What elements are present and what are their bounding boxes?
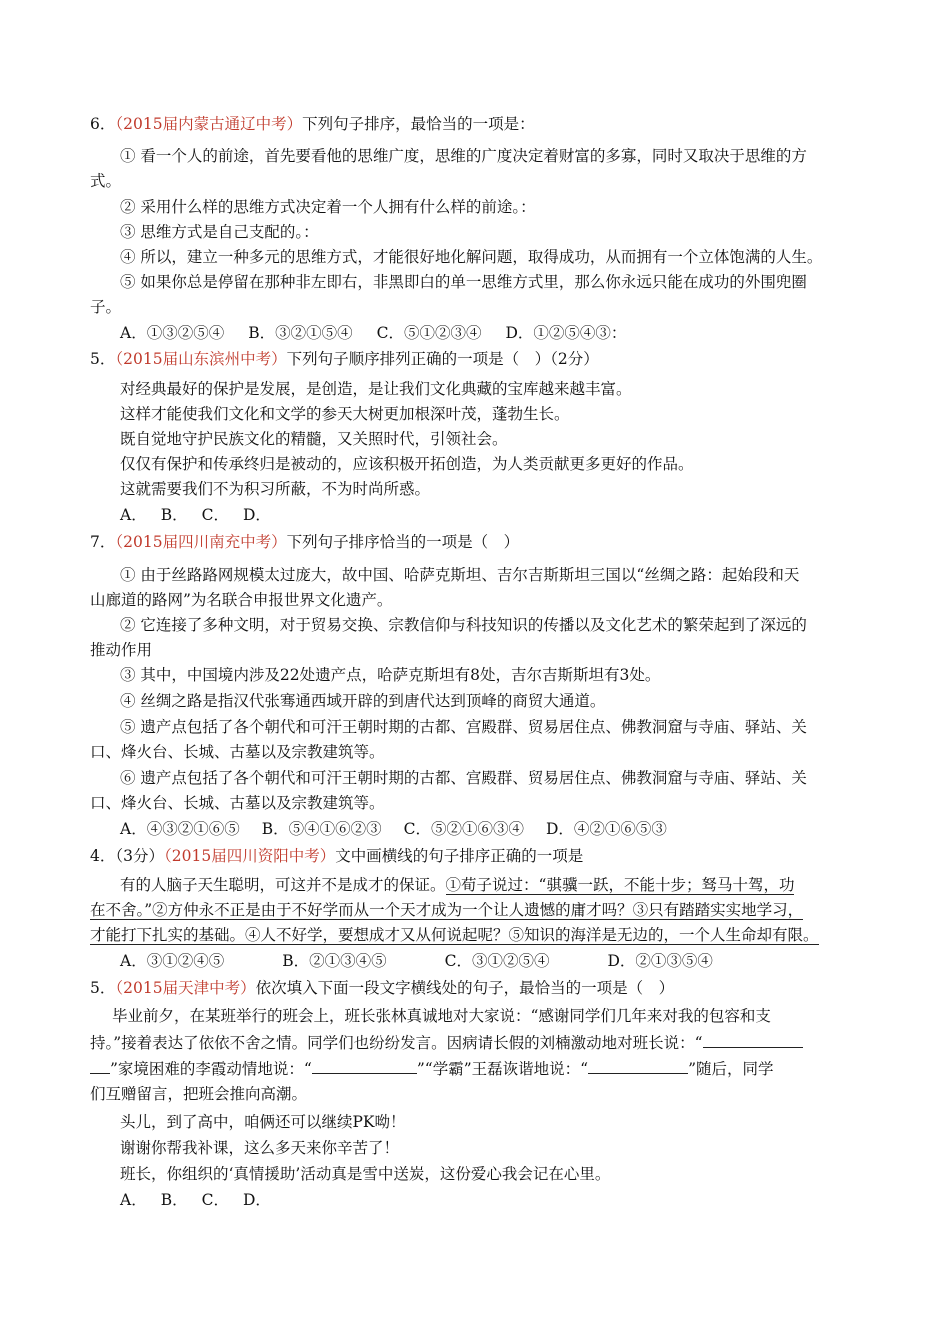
q7-options [120,818,870,840]
q5a-sentence-3: 既自觉地守护民族文化的精髓，又关照时代，引领社会。 [120,430,508,448]
q5a-header [90,348,870,370]
q6-sentence-5-cont: 子。 [90,298,122,316]
q7-sentence-4: ④ 丝绸之路是指汉代张骞通西域开辟的到唐代达到顶峰的商贸大通道。 [120,692,606,710]
answer-blank-1[interactable] [703,1031,803,1048]
q6-sentence-2: ② 采用什么样的思维方式决定着一个人拥有什么样的前途。： [120,198,536,216]
q5b-options [120,1189,870,1211]
q5b-option-d: D． [242,1191,271,1209]
q7-sentence-1: ① 由于丝路路网规模太过庞大，故中国、哈萨克斯坦、吉尔吉斯斯坦三国以“丝绸之路：起始段和天 [120,566,800,584]
q5a-sentence-4: 仅仅有保护和传承终归是被动的，应该积极开拓创造，为人类贡献更多更好的作品。 [120,455,694,473]
q5b-passage-3a: ”家境困难的李霞动情地说：“ [110,1060,312,1078]
answer-blank-2[interactable] [312,1057,417,1074]
q4-passage-underlined-start: ①荀子说过：“骐骥一跃，不能十步；驽马十驾，功 [445,876,795,894]
q6-number: 6． [90,115,116,133]
q5b-sentence-3: 班长，你组织的‘真情援助’活动真是雪中送炭，这份爱心我会记在心里。 [120,1165,611,1183]
q4-option-b: B．②①③④⑤ [282,952,387,970]
q5b-number: 5． [90,979,116,997]
q7-sentence-2-cont: 推动作用 [90,641,153,659]
q6-sentence-1-cont: 式。 [90,172,122,190]
q5b-passage-3c: ”随后，同学 [688,1060,774,1078]
q7-option-b: B．⑤④①⑥②③ [261,820,382,838]
q4-option-a: A．③①②④⑤ [120,952,225,970]
q4-option-c: C．③①②⑤④ [444,952,550,970]
answer-blank-3[interactable] [588,1057,688,1074]
q5a-source: （2015届山东滨州中考） [115,350,287,368]
q6-source: （2015届内蒙古通辽中考） [115,115,303,133]
q4-passage-line-2 [90,899,870,921]
q5b-stem: 依次填入下面一段文字横线处的句子，最恰当的一项是（ ） [255,979,675,997]
answer-blank-1-cont[interactable] [90,1057,110,1074]
q7-sentence-3: ③ 其中，中国境内涉及22处遗产点，哈萨克斯坦有8处，吉尔吉斯斯坦有3处。 [120,666,661,684]
q5a-option-c: C． [201,506,229,524]
q7-option-a: A．④③②①⑥⑤ [120,820,240,838]
q4-passage-underlined-3: 才能打下扎实的基础。④人不好学，要想成才又从何说起呢？⑤知识的海洋是无边的，一个人生命却有限。 [90,926,819,944]
q7-number: 7． [90,533,116,551]
q4-passage-line-1 [120,874,870,896]
q6-option-b: B．③②①⑤④ [248,324,353,342]
q7-sentence-6: ⑥ 遗产点包括了各个朝代和可汗王朝时期的古都、宫殿群、贸易居住点、佛教洞窟与寺庙、驿站、关 [120,769,807,787]
q7-header [90,531,870,553]
q5b-sentence-2: 谢谢你帮我补课，这么多天来你辛苦了！ [120,1139,400,1157]
q4-option-d: D．②①③⑤④ [607,952,713,970]
q6-header [90,113,870,135]
q5a-sentence-1: 对经典最好的保护是发展，是创造，是让我们文化典藏的宝库越来越丰富。 [120,380,632,398]
q5a-option-d: D． [242,506,271,524]
q6-sentence-3: ③ 思维方式是自己支配的。： [120,223,319,241]
q5b-passage-line-1: 毕业前夕，在某班举行的班会上，班长张林真诚地对大家说：“感谢同学们几年来对我的包容和支 [112,1007,771,1025]
q4-score: （3分） [115,847,164,865]
q5b-sentence-1: 头儿，到了高中，咱俩还可以继续PK呦！ [120,1113,406,1131]
q7-sentence-1-cont: 山廊道的路网”为名联合申报世界文化遗产。 [90,591,393,609]
q4-source: （2015届四川资阳中考） [164,847,336,865]
q6-options [120,322,870,344]
q7-stem: 下列句子排序恰当的一项是（ ） [286,533,520,551]
q7-sentence-2: ② 它连接了多种文明，对于贸易交换、宗教信仰与科技知识的传播以及文化艺术的繁荣起到了深远的 [120,616,807,634]
q5b-header [90,977,870,999]
q4-header [90,845,870,867]
q6-sentence-5: ⑤ 如果你总是停留在那种非左即右，非黑即白的单一思维方式里，那么你永远只能在成功的外围兜圈 [120,273,807,291]
q4-passage-line-3 [90,924,870,946]
q5b-passage-2-text: 持。”接着表达了依依不舍之情。同学们也纷纷发言。因病请长假的刘楠激动地对班长说：“ [90,1034,703,1052]
q6-sentence-1: ① 看一个人的前途，首先要看他的思维广度，思维的广度决定着财富的多寡，同时又取决于思维的方 [120,147,807,165]
q6-option-c: C．⑤①②③④ [376,324,482,342]
q5b-passage-line-3 [90,1057,870,1080]
q5b-source: （2015届天津中考） [115,979,256,997]
q5a-stem: 下列句子顺序排列正确的一项是（ ）（2分） [286,350,599,368]
q5b-passage-3b: ”“学霸”王磊诙谐地说：“ [416,1060,589,1078]
q7-option-c: C．⑤②①⑥③④ [403,820,524,838]
q5a-option-b: B． [160,506,188,524]
q5b-passage-line-2 [90,1031,870,1054]
q4-stem: 文中画横线的句子排序正确的一项是 [335,847,584,865]
q5b-option-c: C． [201,1191,229,1209]
q6-stem: 下列句子排序，最恰当的一项是： [302,115,535,133]
q6-option-a: A．①③②⑤④ [120,324,225,342]
q7-sentence-5: ⑤ 遗产点包括了各个朝代和可汗王朝时期的古都、宫殿群、贸易居住点、佛教洞窟与寺庙、驿站、关 [120,718,807,736]
q7-source: （2015届四川南充中考） [115,533,287,551]
q5b-option-a: A． [120,1191,147,1209]
q4-options [120,950,870,972]
q6-sentence-4: ④ 所以，建立一种多元的思维方式，才能很好地化解问题，取得成功，从而拥有一个立体饱满的人生。 [120,248,823,266]
q4-number: 4． [90,847,116,865]
q5b-passage-line-4: 们互赠留言，把班会推向高潮。 [90,1085,308,1103]
q7-sentence-5-cont: 口、烽火台、长城、古墓以及宗教建筑等。 [90,743,385,761]
q4-passage-plain: 有的人脑子天生聪明，可这并不是成才的保证。 [120,876,446,894]
q7-sentence-6-cont: 口、烽火台、长城、古墓以及宗教建筑等。 [90,794,385,812]
q7-option-d: D．④②①⑥⑤③ [545,820,667,838]
q5a-sentence-2: 这样才能使我们文化和文学的参天大树更加根深叶茂，蓬勃生长。 [120,405,570,423]
q5a-number: 5． [90,350,116,368]
q6-option-d: D．①②⑤④③： [505,324,627,342]
q5a-sentence-5: 这就需要我们不为积习所蔽，不为时尚所惑。 [120,480,431,498]
q5b-option-b: B． [160,1191,188,1209]
q5a-options [120,504,870,526]
q4-passage-underlined-2: 在不舍。”②方仲永不正是由于不好学而从一个天才成为一个让人遗憾的庸才吗？③只有踏踏实实地学习， [90,901,804,919]
q5a-option-a: A． [120,506,147,524]
